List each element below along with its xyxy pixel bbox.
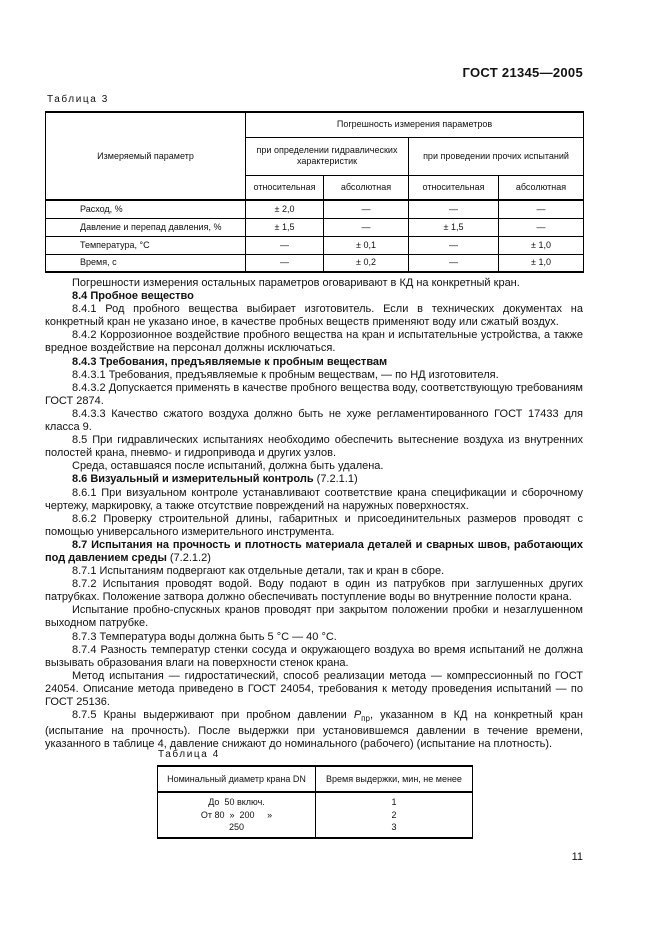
table4-holding-time <box>157 765 473 839</box>
paragraph-text: (7.2.1.1) <box>313 473 358 486</box>
paragraph-text: Погрешности измерения остальных параметров оговаривают в КД на конкретный кран. <box>72 277 520 289</box>
value-cell: — <box>409 254 499 272</box>
column-header-other-tests: при проведении прочих испытаний <box>409 137 584 175</box>
value-cell: — <box>409 200 499 218</box>
table4-header <box>158 766 473 792</box>
parameter-cell: Температура, °С <box>46 236 246 254</box>
paragraph <box>45 631 583 644</box>
table-row <box>158 792 473 838</box>
paragraph <box>45 460 583 473</box>
paragraph-text: 8.6.1 При визуальном контроле устанавливают соответствие крана спецификации и сборочному чертежу, маркировку, а также отсутствие повреждений на наружных поверхностях. <box>45 486 583 512</box>
parameter-cell: Давление и перепад давления, % <box>46 218 246 236</box>
table4-diameter-cell <box>158 792 316 838</box>
table3-body <box>46 200 584 272</box>
value-cell: — <box>324 218 409 236</box>
time-line: 1 <box>391 797 397 807</box>
paragraph-text: пр <box>361 714 370 724</box>
value-cell: — <box>499 200 584 218</box>
table-row <box>46 236 584 254</box>
paragraph <box>45 290 583 303</box>
paragraph-text: Испытание пробно-спускных кранов проводят при закрытом положении пробки и незаглушенном выходном патрубке. <box>45 604 583 630</box>
paragraph <box>45 369 583 382</box>
column-header-relative-2: относительная <box>409 175 499 200</box>
diameter-line: 250 <box>228 822 245 832</box>
paragraph <box>45 329 583 355</box>
paragraph-text: 8.4.3.3 Качество сжатого воздуха должно быть не хуже регламентированного ГОСТ 17433 для класса 9. <box>45 407 583 434</box>
value-cell: — <box>499 218 584 236</box>
paragraph <box>45 513 583 539</box>
paragraph-text: 8.7.1 Испытаниям подвергают как отдельные детали, так и кран в сборе. <box>72 565 445 578</box>
table-row <box>46 218 584 236</box>
paragraph <box>45 565 583 578</box>
paragraph-text: 8.7.2 Испытания проводят водой. Воду подают в один из патрубков при заглушенных других патрубках. Положение затвора должно обеспечивать поступление воды во внутренние полости крана. <box>45 578 583 604</box>
page-number: 11 <box>571 851 583 863</box>
standard-reference: ГОСТ 21345—2005 <box>462 65 583 80</box>
column-header-hydraulic: при определении гидравлических характеристик <box>246 137 409 175</box>
value-cell: ± 1,5 <box>246 218 324 236</box>
paragraph-text: 8.5 При гидравлических испытаниях необходимо обеспечить вытеснение воздуха из внутренних полостей крана, пневмо- и гидропривода и других узлов. <box>45 434 583 460</box>
column-header-parameter: Измеряемый параметр <box>46 112 246 200</box>
paragraph <box>45 670 583 709</box>
paragraph <box>45 434 583 460</box>
paragraph-text: Метод испытания — гидростатический, способ реализации метода — компрессионный по ГОСТ 24054. Описание метода приведено в ГОСТ 24054, требования к методу проведения испытаний — по ГОСТ 25136. <box>45 669 583 708</box>
value-cell: ± 1,0 <box>499 254 584 272</box>
paragraph <box>45 473 583 486</box>
value-cell: ± 1,5 <box>409 218 499 236</box>
value-cell: ± 2,0 <box>246 200 324 218</box>
paragraph <box>45 709 583 751</box>
paragraph <box>45 644 583 670</box>
diameter-line: До 50 включ. <box>208 797 265 807</box>
paragraph <box>45 303 583 329</box>
paragraph-text: 8.4 Пробное вещество <box>72 290 194 303</box>
column-header-relative-1: относительная <box>246 175 324 200</box>
parameter-cell: Расход, % <box>46 200 246 218</box>
paragraph-text: 8.4.2 Коррозионное воздействие пробного вещества на кран и испытательные устройства, а также вредное воздействие на персонал должны исключаться. <box>45 329 583 355</box>
table4-label: Таблица 4 <box>158 749 220 760</box>
paragraph-text: 8.4.3.2 Допускается применять в качестве пробного вещества воду, соответствующую требованиям ГОСТ 2874. <box>45 381 583 407</box>
paragraph <box>45 277 583 290</box>
paragraph-text: 8.7.5 Краны выдерживают при пробном давлении <box>72 709 354 722</box>
paragraph-text: 8.7.4 Разность температур стенки сосуда и окружающего воздуха во время испытаний не должна вызывать образования влаги на поверхности стенок крана. <box>45 643 583 669</box>
column-header-absolute-1: абсолютная <box>324 175 409 200</box>
column-header-nominal-diameter: Номинальный диаметр крана DN <box>158 766 316 792</box>
paragraph-text: 8.4.3.1 Требования, предъявляемые к пробным веществам, — по НД изготовителя. <box>72 368 499 381</box>
paragraph <box>45 604 583 630</box>
time-line: 3 <box>391 822 397 832</box>
parameter-cell: Время, с <box>46 254 246 272</box>
paragraph <box>45 578 583 604</box>
table-row <box>46 200 584 218</box>
paragraph-text: 8.6.2 Проверку строительной длины, габаритных и присоединительных размеров проводят с помощью универсального измерительного инструмента. <box>45 512 583 538</box>
column-header-error-group: Погрешность измерения параметров <box>246 112 584 137</box>
paragraph-text: 8.4.3 Требования, предъявляемые к пробным веществам <box>72 355 388 368</box>
table3-label: Таблица 3 <box>47 94 109 105</box>
paragraph-text: Р <box>353 709 362 722</box>
value-cell: — <box>246 254 324 272</box>
column-header-holding-time: Время выдержки, мин, не менее <box>316 766 473 792</box>
value-cell: ± 1,0 <box>499 236 584 254</box>
time-line: 2 <box>391 809 397 820</box>
value-cell: ± 0,2 <box>324 254 409 272</box>
paragraph <box>45 408 583 434</box>
table3-header-row-group <box>46 112 584 137</box>
value-cell: — <box>246 236 324 254</box>
paragraph-text: 8.4.1 Род пробного вещества выбирает изготовитель. Если в технических документах на конкретный кран не указано иное, в качестве пробных веществ применяют воду или сжатый воздух. <box>45 303 583 329</box>
column-header-absolute-2: абсолютная <box>499 175 584 200</box>
body-text <box>45 277 583 752</box>
table-row <box>46 254 584 272</box>
paragraph-text: 8.7 Испытания на прочность и плотность материала деталей и сварных швов, работающих под давлением среды <box>45 538 583 564</box>
paragraph <box>45 539 583 565</box>
paragraph-text: 8.6 Визуальный и измерительный контроль <box>72 473 314 486</box>
table3-header <box>46 112 584 200</box>
value-cell: — <box>409 236 499 254</box>
value-cell: — <box>324 200 409 218</box>
paragraph <box>45 356 583 369</box>
table4-header-row <box>158 766 473 792</box>
paragraph <box>45 487 583 513</box>
value-cell: ± 0,1 <box>324 236 409 254</box>
table3-measurement-errors <box>45 111 584 273</box>
paragraph-text: 8.7.3 Температура воды должна быть 5 °С — 40 °С. <box>72 630 337 643</box>
table4-body <box>158 792 473 838</box>
paragraph <box>45 382 583 408</box>
diameter-line: От 80 » 200 » <box>200 809 273 820</box>
paragraph-text: , указанном в КД на конкретный кран (испытание на прочность). После выдержки при установившемся давлении в течение времени, указанного в таблице 4, давление снижают до номинального (рабочего) (испытание на плотность). <box>45 709 583 751</box>
paragraph-text: Среда, оставшаяся после испытаний, должна быть удалена. <box>72 460 384 473</box>
table4-time-cell <box>316 792 473 838</box>
paragraph-text: (7.2.1.2) <box>166 551 211 564</box>
